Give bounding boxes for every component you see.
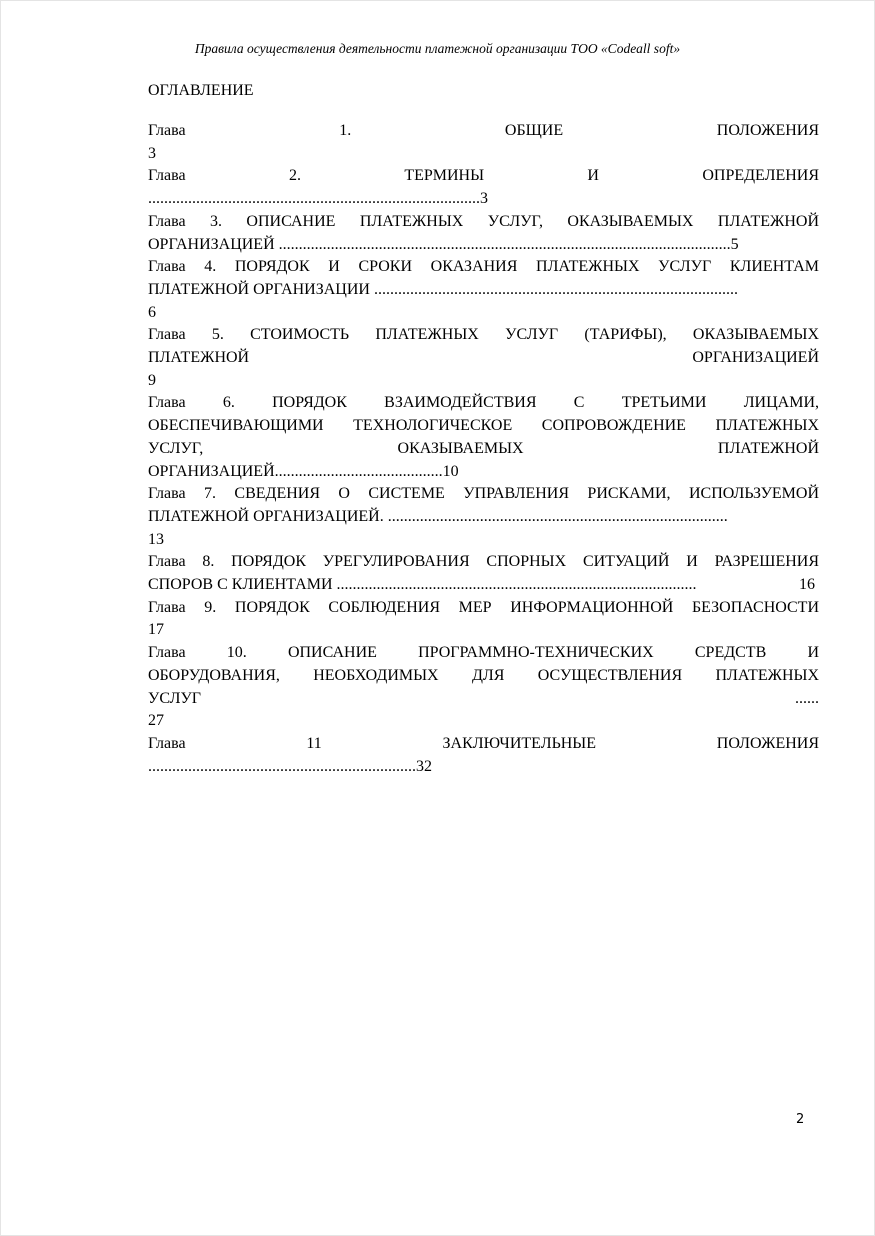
toc-entry-chapter-10[interactable]	[148, 642, 819, 733]
running-header: Правила осуществления деятельности платежной организации ТОО «Codeall soft»	[194, 41, 681, 56]
toc-entry-page: 17	[148, 621, 164, 639]
toc-entry-chapter-4[interactable]	[148, 256, 819, 324]
toc-entry-leader-page: ОРГАНИЗАЦИЕЙ .................................................................................................................5	[148, 235, 739, 253]
toc-entry-chapter-5[interactable]	[148, 324, 819, 392]
toc-entry-page: 3	[148, 144, 156, 162]
page-number: 2	[796, 1112, 805, 1127]
toc-entry-title: Глава 8. ПОРЯДОК УРЕГУЛИРОВАНИЯ СПОРНЫХ СИТУАЦИЙ И РАЗРЕШЕНИЯ	[148, 553, 819, 571]
toc-entry-title: Глава 5. СТОИМОСТЬ ПЛАТЕЖНЫХ УСЛУГ (ТАРИФЫ), ОКАЗЫВАЕМЫХ	[148, 326, 819, 344]
toc-entry-chapter-9[interactable]	[148, 597, 819, 642]
toc-entry-leader-row	[148, 574, 819, 597]
toc-entry-title: Глава 9. ПОРЯДОК СОБЛЮДЕНИЯ МЕР ИНФОРМАЦИОННОЙ БЕЗОПАСНОСТИ	[148, 598, 819, 616]
toc-entry-title-cont: ОБОРУДОВАНИЯ, НЕОБХОДИМЫХ ДЛЯ ОСУЩЕСТВЛЕНИЯ ПЛАТЕЖНЫХ	[148, 666, 819, 684]
toc-entry-title: Глава 3. ОПИСАНИЕ ПЛАТЕЖНЫХ УСЛУГ, ОКАЗЫВАЕМЫХ ПЛАТЕЖНОЙ	[148, 212, 819, 230]
toc-entry-chapter-8[interactable]	[148, 551, 819, 596]
toc-entry-title-cont: ОБЕСПЕЧИВАЮЩИМИ ТЕХНОЛОГИЧЕСКОЕ СОПРОВОЖДЕНИЕ ПЛАТЕЖНЫХ	[148, 417, 819, 435]
toc-entry-title: Глава 11 ЗАКЛЮЧИТЕЛЬНЫЕ ПОЛОЖЕНИЯ	[148, 734, 819, 752]
toc-entry-page: 6	[148, 303, 156, 321]
toc-entry-title-cont: ПЛАТЕЖНОЙ ОРГАНИЗАЦИЕЙ	[148, 349, 819, 367]
toc-entry-title: Глава 4. ПОРЯДОК И СРОКИ ОКАЗАНИЯ ПЛАТЕЖНЫХ УСЛУГ КЛИЕНТАМ	[148, 258, 819, 276]
toc-entry-leader: ......	[795, 689, 819, 707]
toc-entry-leader: ПЛАТЕЖНОЙ ОРГАНИЗАЦИЕЙ. .....................................................................................	[148, 507, 728, 525]
toc-entry-title: Глава 2. ТЕРМИНЫ И ОПРЕДЕЛЕНИЯ	[148, 167, 819, 185]
toc-entry-chapter-1[interactable]	[148, 120, 819, 165]
toc-entry-title: Глава 7. СВЕДЕНИЯ О СИСТЕМЕ УПРАВЛЕНИЯ РИСКАМИ, ИСПОЛЬЗУЕМОЙ	[148, 485, 819, 503]
toc-entry-page: 13	[148, 530, 164, 548]
toc-entry-page: 27	[148, 712, 164, 730]
toc-entry-title: Глава 10. ОПИСАНИЕ ПРОГРАММНО-ТЕХНИЧЕСКИХ СРЕДСТВ И	[148, 644, 819, 662]
toc-title: ОГЛАВЛЕНИЕ	[148, 82, 254, 99]
toc-entry-chapter-7[interactable]	[148, 483, 819, 551]
toc-entry-title: Глава 1. ОБЩИЕ ПОЛОЖЕНИЯ	[148, 122, 819, 139]
toc-entry-page: 9	[148, 371, 156, 389]
toc-entry-leader-page: ОРГАНИЗАЦИЕЙ..........................................10	[148, 462, 459, 480]
toc-entry-title-cont: УСЛУГ, ОКАЗЫВАЕМЫХ ПЛАТЕЖНОЙ	[148, 439, 819, 457]
toc-entry-title-cont: УСЛУГ	[148, 689, 202, 707]
toc-entry-leader-page: ...................................................................32	[148, 757, 432, 775]
toc-entry-leader: ПЛАТЕЖНОЙ ОРГАНИЗАЦИИ ...........................................................................................	[148, 280, 738, 298]
toc-entry-page: 16	[799, 576, 815, 594]
toc-entry-leader: СПОРОВ С КЛИЕНТАМИ ..........................................................................................	[148, 576, 697, 594]
toc-entry-chapter-3[interactable]	[148, 211, 819, 256]
toc-entry-chapter-6[interactable]	[148, 392, 819, 483]
toc-entry-leader-page: ...................................................................................3	[148, 190, 488, 208]
toc-entry-leader-row	[148, 688, 819, 711]
toc-entry-chapter-11[interactable]	[148, 733, 819, 778]
table-of-contents	[148, 120, 819, 778]
toc-entry-title: Глава 6. ПОРЯДОК ВЗАИМОДЕЙСТВИЯ С ТРЕТЬИМИ ЛИЦАМИ,	[148, 394, 819, 412]
toc-entry-chapter-2[interactable]	[148, 165, 819, 210]
